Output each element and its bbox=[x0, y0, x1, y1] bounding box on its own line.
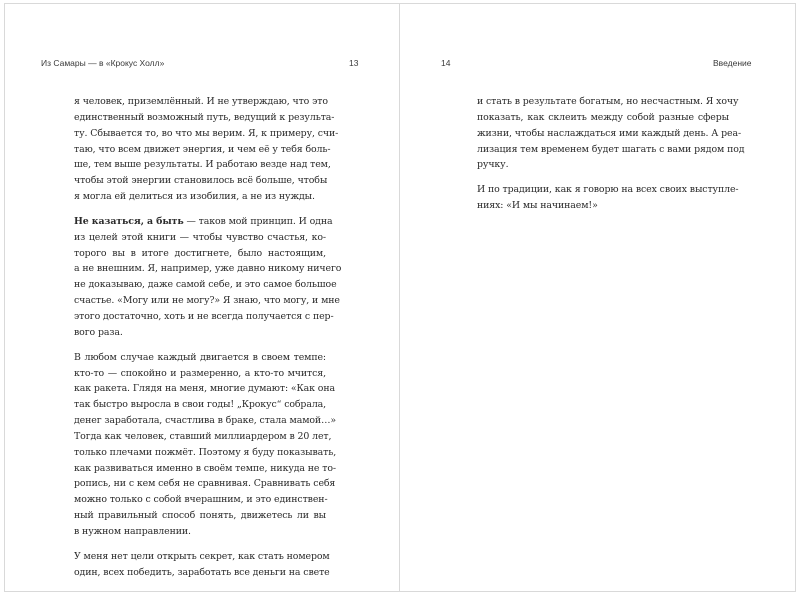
paragraph bbox=[477, 182, 739, 214]
paragraph bbox=[477, 94, 745, 173]
text-line bbox=[74, 214, 333, 230]
paragraph bbox=[74, 214, 342, 341]
right-page-body bbox=[477, 94, 745, 214]
text-line: ный правильный способ понять, движетесь ли вы bbox=[74, 510, 326, 522]
text-line: торого вы в итоге достигнете, было настоящим, bbox=[74, 247, 326, 259]
bold-lead-phrase: Не казаться, а быть bbox=[74, 215, 184, 227]
text-line: я могла ей делиться из изобилия, а не из нужды. bbox=[74, 191, 315, 203]
page-number-left: 13 bbox=[349, 58, 359, 68]
text-line: жизни, чтобы наслаждаться ими каждый день. А реа- bbox=[477, 127, 742, 139]
text-line: как ракета. Глядя на меня, многие думают: «Как она bbox=[74, 383, 335, 395]
text-line: И по традиции, как я говорю на всех своих выступле- bbox=[477, 184, 739, 196]
text-line: как развиваться именно в своём темпе, никуда не то- bbox=[74, 462, 336, 474]
text-line: из целей этой книги — чтобы чувство счастья, ко- bbox=[74, 231, 326, 243]
running-title-right: Введение bbox=[713, 58, 752, 68]
text-line: а не внешним. Я, например, уже давно никому ничего bbox=[74, 263, 342, 275]
left-page bbox=[4, 3, 399, 592]
text-line-rest: — таков мой принцип. И одна bbox=[183, 215, 333, 227]
text-line: только плечами пожмёт. Поэтому я буду показывать, bbox=[74, 446, 337, 458]
text-line: лизация тем временем будет шагать с вами рядом под bbox=[477, 143, 745, 155]
text-line: показать, как склеить между собой разные сферы bbox=[477, 111, 729, 123]
text-line: не доказываю, даже самой себе, и это самое большое bbox=[74, 279, 337, 291]
text-line: В любом случае каждый двигается в своем темпе: bbox=[74, 351, 326, 363]
text-line: вого раза. bbox=[74, 326, 123, 338]
running-title-left: Из Самары — в «Крокус Холл» bbox=[41, 58, 165, 68]
paragraph bbox=[74, 94, 339, 205]
text-line: так быстро выросла в свои годы! „Крокус“ собрала, bbox=[74, 399, 327, 411]
text-line: этого достаточно, хоть и не всегда получается с пер- bbox=[74, 310, 334, 322]
text-line: ниях: «И мы начинаем!» bbox=[477, 200, 598, 212]
text-line: ту. Сбывается то, во что мы верим. Я, к примеру, счи- bbox=[74, 127, 339, 139]
text-line: в нужном направлении. bbox=[74, 525, 191, 537]
paragraph-spacing bbox=[477, 173, 729, 182]
text-line: один, всех победить, заработать все деньги на свете bbox=[74, 566, 330, 578]
text-line: ручку. bbox=[477, 159, 509, 171]
paragraph-spacing bbox=[74, 341, 326, 350]
paragraph bbox=[74, 549, 330, 581]
text-line: таю, что всем движет энергия, и чем её у тебя боль- bbox=[74, 143, 331, 155]
paragraph-spacing bbox=[74, 540, 326, 549]
text-line: я человек, приземлённый. И не утверждаю, что это bbox=[74, 96, 328, 107]
page-number-right: 14 bbox=[441, 58, 451, 68]
text-line: единственный возможный путь, ведущий к результа- bbox=[74, 111, 335, 123]
text-line: счастье. «Могу или не могу?» Я знаю, что могу, и мне bbox=[74, 295, 340, 307]
text-line: У меня нет цели открыть секрет, как стать номером bbox=[74, 550, 330, 562]
right-page bbox=[399, 3, 796, 592]
left-page-body bbox=[74, 94, 342, 580]
paragraph-spacing bbox=[74, 205, 326, 214]
text-line: чтобы этой энергии становилось всё больше, чтобы bbox=[74, 175, 328, 187]
text-line: кто-то — спокойно и размеренно, а кто-то мчится, bbox=[74, 367, 326, 379]
text-line: ше, тем выше результаты. И работаю везде над тем, bbox=[74, 159, 331, 171]
text-line: Тогда как человек, ставший миллиардером в 20 лет, bbox=[74, 430, 332, 442]
text-line: можно только с собой вчерашним, и это единствен- bbox=[74, 494, 328, 506]
text-line: и стать в результате богатым, но несчастным. Я хочу bbox=[477, 96, 739, 107]
paragraph bbox=[74, 350, 337, 540]
text-line: ропись, ни с кем себя не сравнивая. Сравнивать себя bbox=[74, 478, 336, 490]
text-line: денег заработала, счастлива в браке, стала мамой…» bbox=[74, 415, 336, 427]
